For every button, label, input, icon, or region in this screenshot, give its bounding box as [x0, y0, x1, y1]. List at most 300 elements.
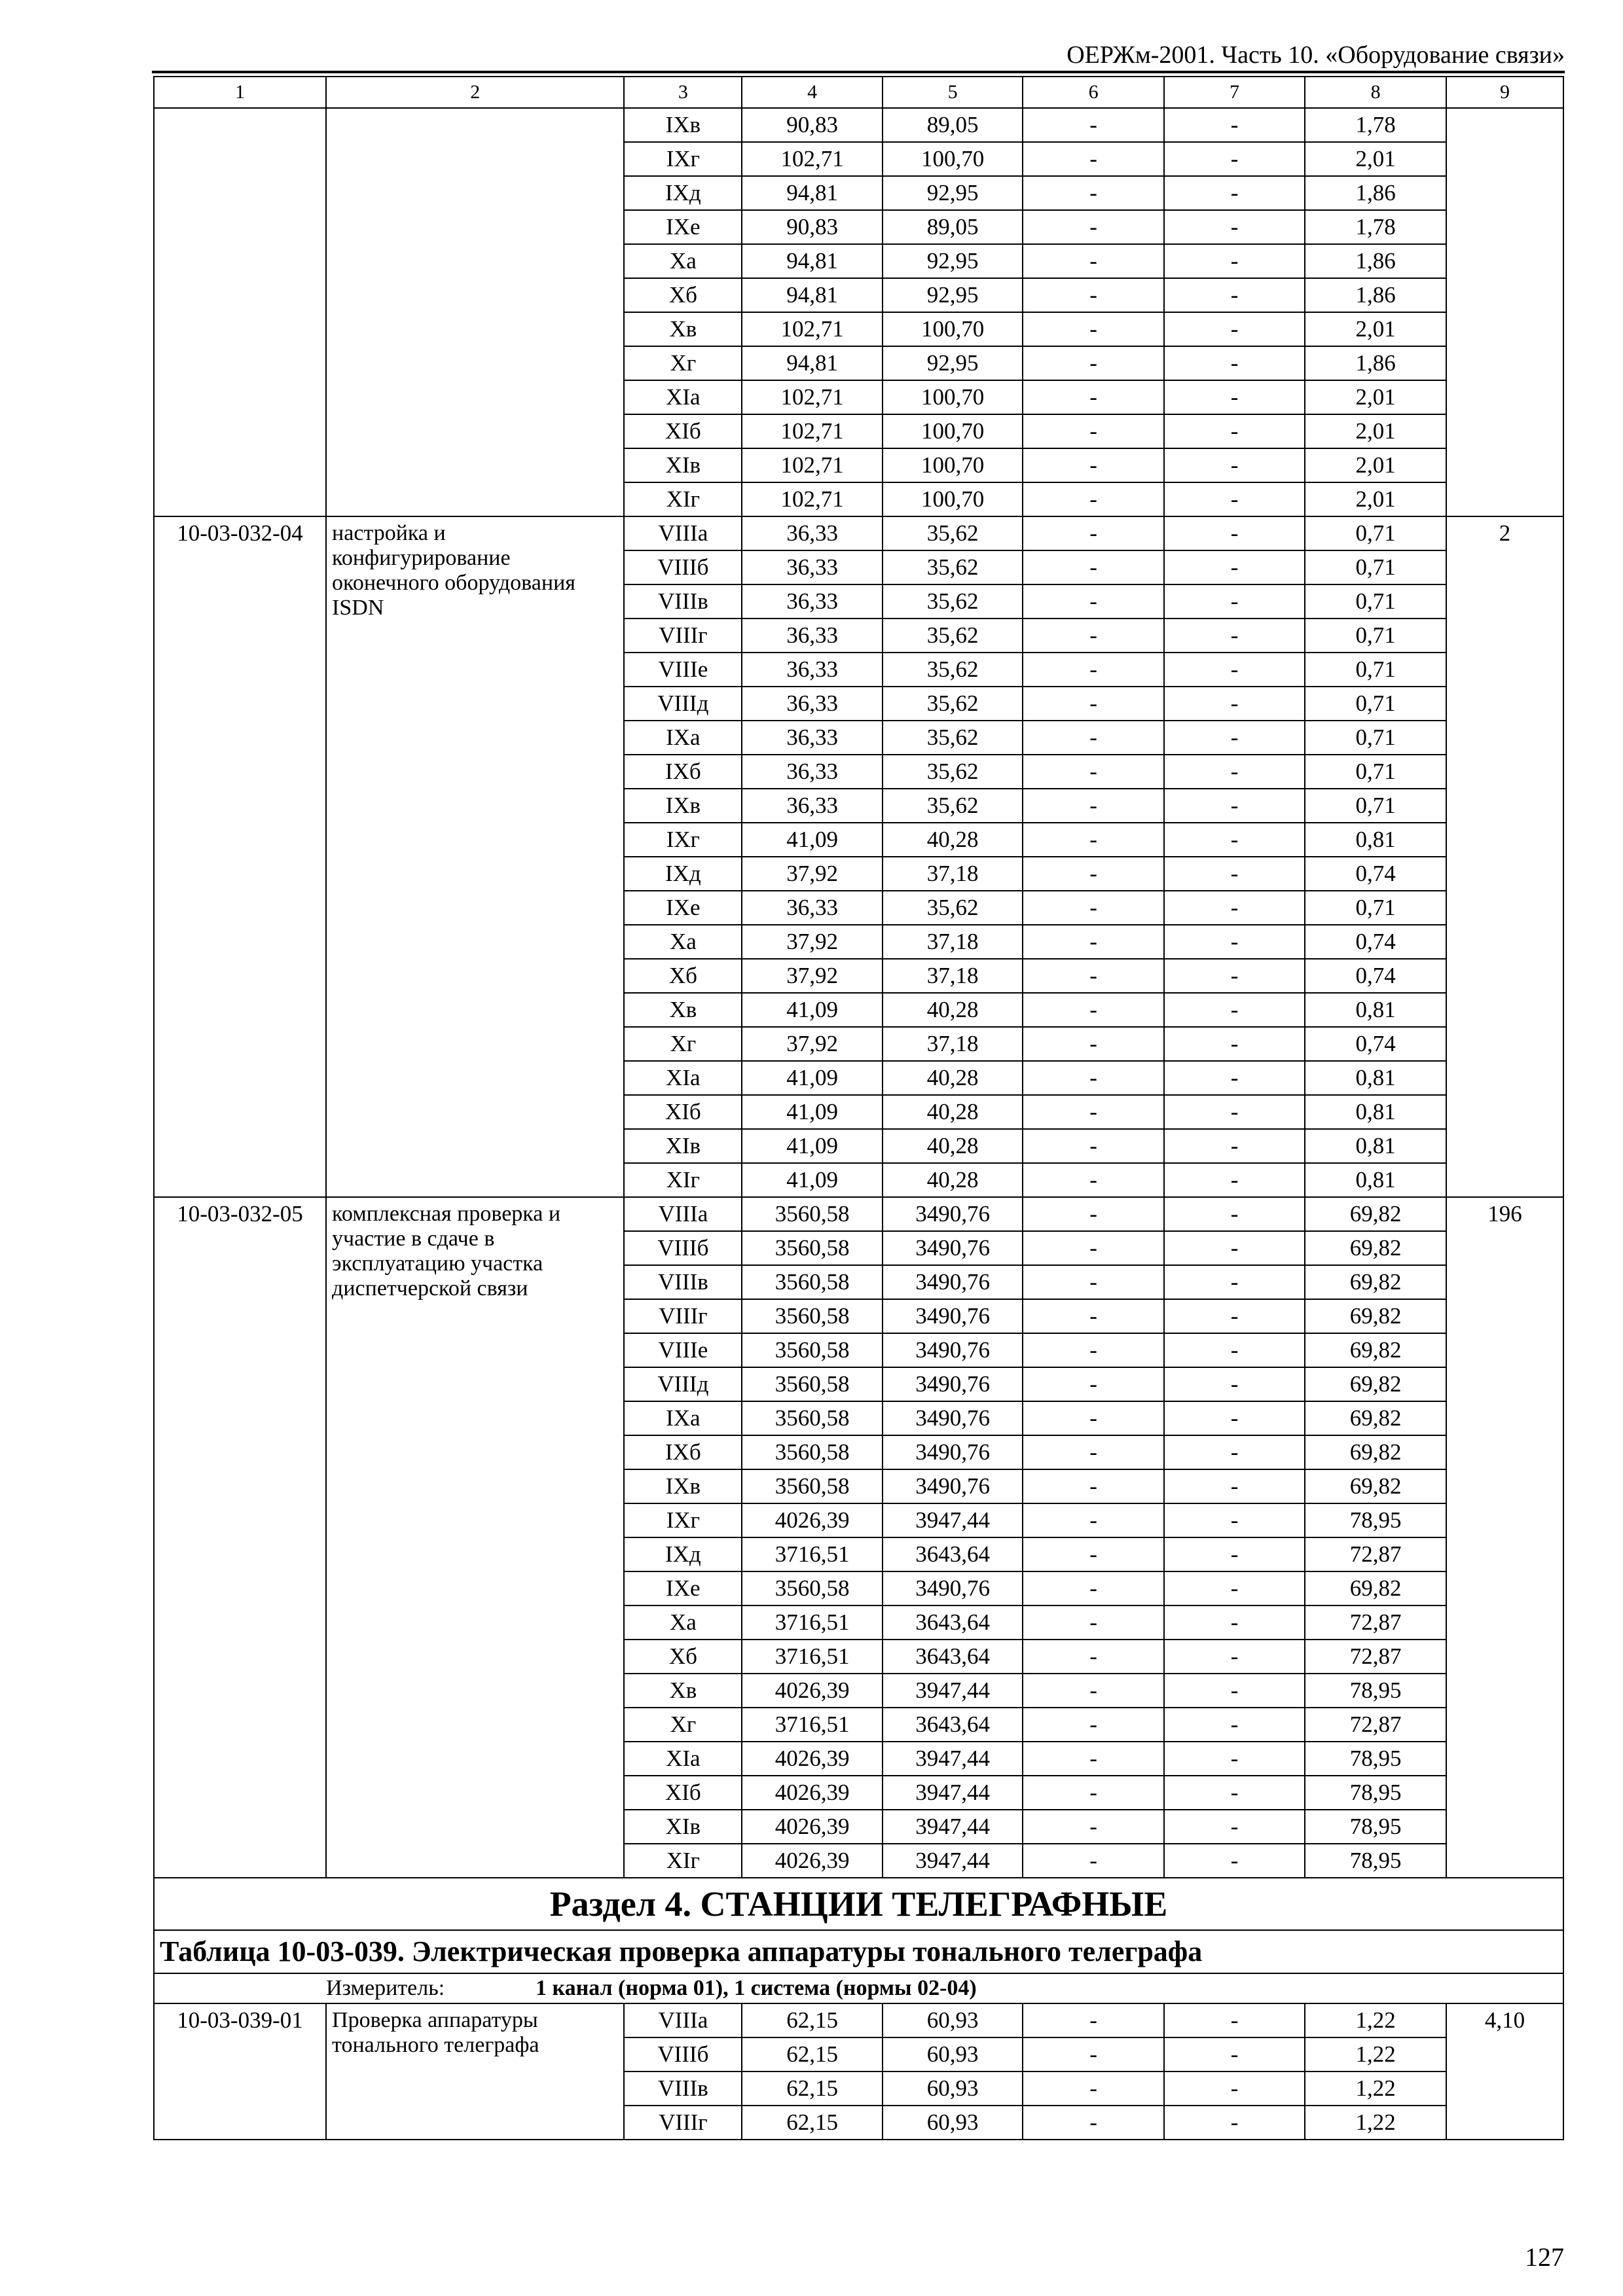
table-cell: 37,18 [883, 1027, 1023, 1061]
table-cell: IXд [624, 857, 742, 891]
table-cell: - [1023, 1231, 1164, 1265]
table-cell: - [1164, 1095, 1305, 1129]
table-cell: - [1023, 312, 1164, 346]
table-cell: - [1164, 2003, 1305, 2037]
table-cell: 35,62 [883, 789, 1023, 823]
table-cell: Xг [624, 346, 742, 380]
table-cell: - [1023, 1027, 1164, 1061]
table-cell: 100,70 [883, 312, 1023, 346]
table-cell: - [1023, 1537, 1164, 1571]
table-cell: Xб [624, 959, 742, 993]
table-cell: VIIIа [624, 1197, 742, 1231]
table-cell: 1,86 [1305, 278, 1446, 312]
table-cell: 3947,44 [883, 1742, 1023, 1776]
table-cell: 1,22 [1305, 2072, 1446, 2106]
table-cell: XIв [624, 1810, 742, 1844]
table-cell: - [1164, 278, 1305, 312]
meter-value: 1 канал (норма 01), 1 система (нормы 02-04) [536, 1976, 977, 2000]
table-cell: - [1164, 108, 1305, 142]
table-cell: 1,22 [1305, 2003, 1446, 2037]
table-cell: 0,74 [1305, 925, 1446, 959]
table-cell: 102,71 [742, 448, 882, 482]
table-cell: - [1023, 2037, 1164, 2072]
table-cell: Xг [624, 1027, 742, 1061]
table-cell: VIIIг [624, 2106, 742, 2140]
table-cell: 69,82 [1305, 1265, 1446, 1299]
item-code: 10-03-039-01 [154, 2003, 326, 2140]
table-cell: 3560,58 [742, 1367, 882, 1401]
table-cell: VIIIа [624, 2003, 742, 2037]
table-cell: IXв [624, 1469, 742, 1503]
table-cell: 36,33 [742, 584, 882, 619]
table-cell: 37,18 [883, 857, 1023, 891]
table-cell: 3560,58 [742, 1435, 882, 1469]
table-cell: 37,18 [883, 959, 1023, 993]
table-cell: - [1164, 1742, 1305, 1776]
table-cell: 78,95 [1305, 1503, 1446, 1537]
table-cell: XIв [624, 1129, 742, 1163]
table-cell: 41,09 [742, 1061, 882, 1095]
table-cell: - [1164, 959, 1305, 993]
table-cell: 94,81 [742, 176, 882, 210]
running-header: ОЕРЖм-2001. Часть 10. «Оборудование связи» [152, 39, 1565, 73]
item-code: 10-03-032-04 [154, 516, 326, 1197]
table-cell: 3643,64 [883, 1708, 1023, 1742]
table-cell: - [1164, 1061, 1305, 1095]
table-cell: - [1164, 1537, 1305, 1571]
table-cell: 35,62 [883, 516, 1023, 550]
table-cell: 1,78 [1305, 108, 1446, 142]
table-cell: 62,15 [742, 2106, 882, 2140]
table-cell: - [1164, 176, 1305, 210]
table-cell: 3560,58 [742, 1469, 882, 1503]
table-row [154, 516, 1563, 550]
table-cell: 41,09 [742, 1129, 882, 1163]
table-cell: 36,33 [742, 891, 882, 925]
table-cell: - [1164, 823, 1305, 857]
table-cell: VIIIб [624, 550, 742, 584]
table-row [154, 1197, 1563, 1231]
table-cell: - [1023, 993, 1164, 1027]
table-cell: 0,71 [1305, 653, 1446, 687]
table-cell: 3490,76 [883, 1401, 1023, 1435]
table-cell: - [1023, 448, 1164, 482]
table-cell: 1,22 [1305, 2106, 1446, 2140]
table-cell: 2,01 [1305, 380, 1446, 414]
table-cell: - [1023, 1708, 1164, 1742]
table-cell: 60,93 [883, 2037, 1023, 2072]
table-cell: 36,33 [742, 619, 882, 653]
table-cell: VIIIд [624, 687, 742, 721]
table-cell: 3560,58 [742, 1571, 882, 1605]
table-cell: VIIIв [624, 584, 742, 619]
table-cell: 3560,58 [742, 1231, 882, 1265]
table-cell: 4026,39 [742, 1674, 882, 1708]
table-cell: - [1164, 1333, 1305, 1367]
table-cell: IXб [624, 755, 742, 789]
table-cell: - [1164, 755, 1305, 789]
table-cell: 41,09 [742, 1163, 882, 1197]
table-cell: 4026,39 [742, 1503, 882, 1537]
table-cell: 1,78 [1305, 210, 1446, 244]
table-cell: 60,93 [883, 2106, 1023, 2140]
table-cell: 3560,58 [742, 1197, 882, 1231]
table-cell: - [1023, 1571, 1164, 1605]
table-cell: - [1164, 2106, 1305, 2140]
table-cell: - [1023, 108, 1164, 142]
table-row [154, 2003, 1563, 2037]
table-cell: 2,01 [1305, 142, 1446, 176]
column-number: 7 [1164, 77, 1305, 108]
table-cell: 69,82 [1305, 1469, 1446, 1503]
table-cell: 78,95 [1305, 1810, 1446, 1844]
table-cell: - [1164, 619, 1305, 653]
table-cell: - [1023, 176, 1164, 210]
table-cell: 3560,58 [742, 1299, 882, 1333]
table-cell: - [1164, 380, 1305, 414]
table-cell: - [1023, 1333, 1164, 1367]
table-cell: - [1164, 2072, 1305, 2106]
table-cell: VIIIа [624, 516, 742, 550]
table-cell: 40,28 [883, 1061, 1023, 1095]
table-cell: XIг [624, 482, 742, 516]
table-cell: - [1023, 414, 1164, 448]
table-cell: 69,82 [1305, 1571, 1446, 1605]
table-cell: - [1023, 2106, 1164, 2140]
table-cell: 3490,76 [883, 1469, 1023, 1503]
table-cell: XIг [624, 1844, 742, 1878]
item-unit-value: 196 [1446, 1197, 1563, 1878]
table-cell: VIIIг [624, 619, 742, 653]
table-cell: - [1023, 891, 1164, 925]
table-cell: VIIIб [624, 2037, 742, 2072]
table-cell: IXе [624, 210, 742, 244]
table-cell: - [1023, 142, 1164, 176]
table-cell: 3947,44 [883, 1776, 1023, 1810]
table-cell: XIг [624, 1163, 742, 1197]
table-cell: 69,82 [1305, 1435, 1446, 1469]
table-cell: 92,95 [883, 244, 1023, 278]
table-cell: 1,86 [1305, 176, 1446, 210]
table-cell: - [1164, 1367, 1305, 1401]
table-cell: 78,95 [1305, 1674, 1446, 1708]
norms-table [153, 76, 1564, 2140]
table-cell: - [1023, 1469, 1164, 1503]
table-cell: 0,81 [1305, 1061, 1446, 1095]
column-number: 2 [326, 77, 624, 108]
table-cell: 36,33 [742, 516, 882, 550]
table-cell: - [1164, 1265, 1305, 1299]
table-cell: IXе [624, 1571, 742, 1605]
table-cell: - [1164, 516, 1305, 550]
table-cell: - [1023, 1163, 1164, 1197]
table-cell: 0,71 [1305, 550, 1446, 584]
table-cell: 0,71 [1305, 584, 1446, 619]
table-cell: - [1164, 1674, 1305, 1708]
table-cell: 89,05 [883, 210, 1023, 244]
table-cell: - [1164, 1435, 1305, 1469]
table-cell: - [1164, 993, 1305, 1027]
table-cell: 60,93 [883, 2003, 1023, 2037]
table-cell: - [1023, 1605, 1164, 1640]
table-cell: Xв [624, 312, 742, 346]
table-cell: 35,62 [883, 619, 1023, 653]
table-cell: 2,01 [1305, 482, 1446, 516]
table-cell: 3716,51 [742, 1640, 882, 1674]
table-cell: - [1164, 414, 1305, 448]
table-cell: XIв [624, 448, 742, 482]
table-cell: - [1023, 1265, 1164, 1299]
table-cell: 69,82 [1305, 1401, 1446, 1435]
table-body-second [154, 2003, 1563, 2140]
table-cell: 40,28 [883, 823, 1023, 857]
table-cell: XIб [624, 1776, 742, 1810]
table-cell: 3490,76 [883, 1299, 1023, 1333]
table-cell: 72,87 [1305, 1537, 1446, 1571]
meter-row [154, 1973, 1563, 2003]
table-cell: - [1164, 244, 1305, 278]
table-cell: 92,95 [883, 346, 1023, 380]
table-cell: 78,95 [1305, 1776, 1446, 1810]
item-description: Проверка аппаратуры тонального телеграфа [326, 2003, 624, 2140]
table-cell: 3716,51 [742, 1708, 882, 1742]
table-cell: IXг [624, 1503, 742, 1537]
table-cell: 72,87 [1305, 1708, 1446, 1742]
table-cell: Xа [624, 1605, 742, 1640]
table-cell: 89,05 [883, 108, 1023, 142]
table-cell: - [1023, 346, 1164, 380]
table-cell: 60,93 [883, 2072, 1023, 2106]
table-cell: 69,82 [1305, 1231, 1446, 1265]
table-cell: IXв [624, 789, 742, 823]
table-cell: - [1164, 210, 1305, 244]
table-cell: 41,09 [742, 823, 882, 857]
table-cell: 3490,76 [883, 1435, 1023, 1469]
table-cell: 92,95 [883, 278, 1023, 312]
table-cell: 40,28 [883, 1163, 1023, 1197]
table-cell: 62,15 [742, 2037, 882, 2072]
table-cell: 0,71 [1305, 516, 1446, 550]
table-cell: IXд [624, 1537, 742, 1571]
table-cell: 3947,44 [883, 1503, 1023, 1537]
table-cell: 0,71 [1305, 755, 1446, 789]
table-cell: XIа [624, 380, 742, 414]
table-cell: 3643,64 [883, 1605, 1023, 1640]
table-cell: - [1164, 687, 1305, 721]
table-cell: - [1164, 891, 1305, 925]
table-cell: 40,28 [883, 1129, 1023, 1163]
table-cell: 3490,76 [883, 1265, 1023, 1299]
table-cell: - [1164, 1401, 1305, 1435]
table-cell: - [1023, 2072, 1164, 2106]
table-cell: 92,95 [883, 176, 1023, 210]
table-body [154, 77, 1563, 1878]
table-cell: 0,81 [1305, 1095, 1446, 1129]
table-cell: - [1023, 687, 1164, 721]
table-cell: - [1164, 1571, 1305, 1605]
table-cell: 72,87 [1305, 1605, 1446, 1640]
table-cell: 3643,64 [883, 1537, 1023, 1571]
table-cell: - [1164, 653, 1305, 687]
table-cell: 78,95 [1305, 1742, 1446, 1776]
table-cell: - [1023, 550, 1164, 584]
table-cell: - [1164, 1810, 1305, 1844]
table-cell: 3947,44 [883, 1674, 1023, 1708]
table-cell: 3560,58 [742, 1401, 882, 1435]
table-cell: Xб [624, 278, 742, 312]
table-cell: 4026,39 [742, 1844, 882, 1878]
table-cell: - [1164, 857, 1305, 891]
table-cell: 41,09 [742, 1095, 882, 1129]
table-cell: - [1023, 857, 1164, 891]
table-cell: - [1023, 1129, 1164, 1163]
table-cell: Xа [624, 925, 742, 959]
table-cell: - [1023, 959, 1164, 993]
table-cell: - [1023, 1435, 1164, 1469]
column-number: 9 [1446, 77, 1563, 108]
table-cell: - [1164, 789, 1305, 823]
table-cell: - [1164, 721, 1305, 755]
table-cell: - [1164, 1197, 1305, 1231]
item-unit-value: 4,10 [1446, 2003, 1563, 2140]
table-cell: - [1023, 1299, 1164, 1333]
table-cell: - [1023, 1401, 1164, 1435]
table-cell: 35,62 [883, 550, 1023, 584]
table-cell: 2,01 [1305, 312, 1446, 346]
table-cell: 62,15 [742, 2003, 882, 2037]
item-description: настройка и конфигурирование оконечного оборудования ISDN [326, 516, 624, 1197]
table-cell: 0,74 [1305, 857, 1446, 891]
table-cell: - [1023, 721, 1164, 755]
table-cell: 36,33 [742, 789, 882, 823]
table-cell: - [1023, 584, 1164, 619]
column-number: 8 [1305, 77, 1446, 108]
table-cell: - [1023, 1810, 1164, 1844]
table-cell: - [1023, 210, 1164, 244]
item-description [326, 108, 624, 516]
table-cell: Xг [624, 1708, 742, 1742]
table-cell: - [1164, 1163, 1305, 1197]
table-cell: - [1164, 550, 1305, 584]
table-cell: 3643,64 [883, 1640, 1023, 1674]
table-cell: XIб [624, 414, 742, 448]
table-cell: 1,86 [1305, 346, 1446, 380]
item-code: 10-03-032-05 [154, 1197, 326, 1878]
table-cell: 0,81 [1305, 823, 1446, 857]
table-cell: - [1164, 346, 1305, 380]
table-cell: 0,71 [1305, 687, 1446, 721]
table-cell: 94,81 [742, 244, 882, 278]
table-cell: - [1023, 1640, 1164, 1674]
table-cell: 4026,39 [742, 1810, 882, 1844]
table-cell: 100,70 [883, 482, 1023, 516]
table-cell: - [1023, 925, 1164, 959]
table-cell: 0,71 [1305, 619, 1446, 653]
table-cell: 0,81 [1305, 1163, 1446, 1197]
table-cell: 3947,44 [883, 1844, 1023, 1878]
table-cell: 3490,76 [883, 1333, 1023, 1367]
table-cell: - [1164, 448, 1305, 482]
table-cell: 90,83 [742, 210, 882, 244]
table-cell: 0,74 [1305, 959, 1446, 993]
table-cell: 102,71 [742, 312, 882, 346]
table-cell: 78,95 [1305, 1844, 1446, 1878]
table-cell: 35,62 [883, 653, 1023, 687]
table-cell: VIIIв [624, 2072, 742, 2106]
table-cell: 35,62 [883, 891, 1023, 925]
table-cell: 3560,58 [742, 1333, 882, 1367]
table-cell: 1,86 [1305, 244, 1446, 278]
table-cell: IXа [624, 1401, 742, 1435]
table-cell: XIа [624, 1061, 742, 1095]
table-cell: - [1023, 1061, 1164, 1095]
table-cell: 37,92 [742, 1027, 882, 1061]
table-cell: 94,81 [742, 278, 882, 312]
table-cell: - [1164, 482, 1305, 516]
table-cell: 69,82 [1305, 1197, 1446, 1231]
table-cell: 35,62 [883, 687, 1023, 721]
table-cell: - [1164, 1503, 1305, 1537]
table-cell: VIIIв [624, 1265, 742, 1299]
table-cell: Xв [624, 1674, 742, 1708]
table-cell: 41,09 [742, 993, 882, 1027]
table-cell: 3716,51 [742, 1605, 882, 1640]
table-cell: 3716,51 [742, 1537, 882, 1571]
page-number: 127 [1525, 2242, 1564, 2272]
table-cell: 0,71 [1305, 721, 1446, 755]
table-cell: Xа [624, 244, 742, 278]
table-cell: 1,22 [1305, 2037, 1446, 2072]
table-cell: - [1164, 1640, 1305, 1674]
item-description: комплексная проверка и участие в сдаче в эксплуатацию участка диспетчерской связи [326, 1197, 624, 1878]
table-cell: - [1164, 1776, 1305, 1810]
table-cell: 72,87 [1305, 1640, 1446, 1674]
table-cell: 90,83 [742, 108, 882, 142]
table-cell: - [1023, 619, 1164, 653]
table-cell: 0,81 [1305, 1129, 1446, 1163]
table-cell: 100,70 [883, 380, 1023, 414]
table-cell: - [1023, 2003, 1164, 2037]
table-cell: 3490,76 [883, 1197, 1023, 1231]
table-cell: - [1023, 1742, 1164, 1776]
table-cell: - [1164, 1844, 1305, 1878]
table-cell: 2,01 [1305, 414, 1446, 448]
table-cell: 102,71 [742, 142, 882, 176]
table-cell: Xв [624, 993, 742, 1027]
table-cell: VIIIб [624, 1231, 742, 1265]
table-cell: - [1164, 1469, 1305, 1503]
table-cell: 69,82 [1305, 1333, 1446, 1367]
table-cell: IXа [624, 721, 742, 755]
table-cell: - [1023, 823, 1164, 857]
table-cell: - [1023, 1674, 1164, 1708]
table-cell: 100,70 [883, 142, 1023, 176]
table-cell: 3490,76 [883, 1571, 1023, 1605]
table-cell: 3560,58 [742, 1265, 882, 1299]
table-row [154, 108, 1563, 142]
column-number: 4 [742, 77, 882, 108]
table-cell: - [1164, 1605, 1305, 1640]
table-cell: - [1023, 516, 1164, 550]
table-cell: - [1023, 1844, 1164, 1878]
table-cell: 37,92 [742, 925, 882, 959]
table-cell: 36,33 [742, 653, 882, 687]
meter-cell [154, 1973, 1563, 2003]
table-cell: VIIIг [624, 1299, 742, 1333]
table-cell: - [1023, 244, 1164, 278]
table-cell: - [1164, 1231, 1305, 1265]
table-cell: 69,82 [1305, 1367, 1446, 1401]
